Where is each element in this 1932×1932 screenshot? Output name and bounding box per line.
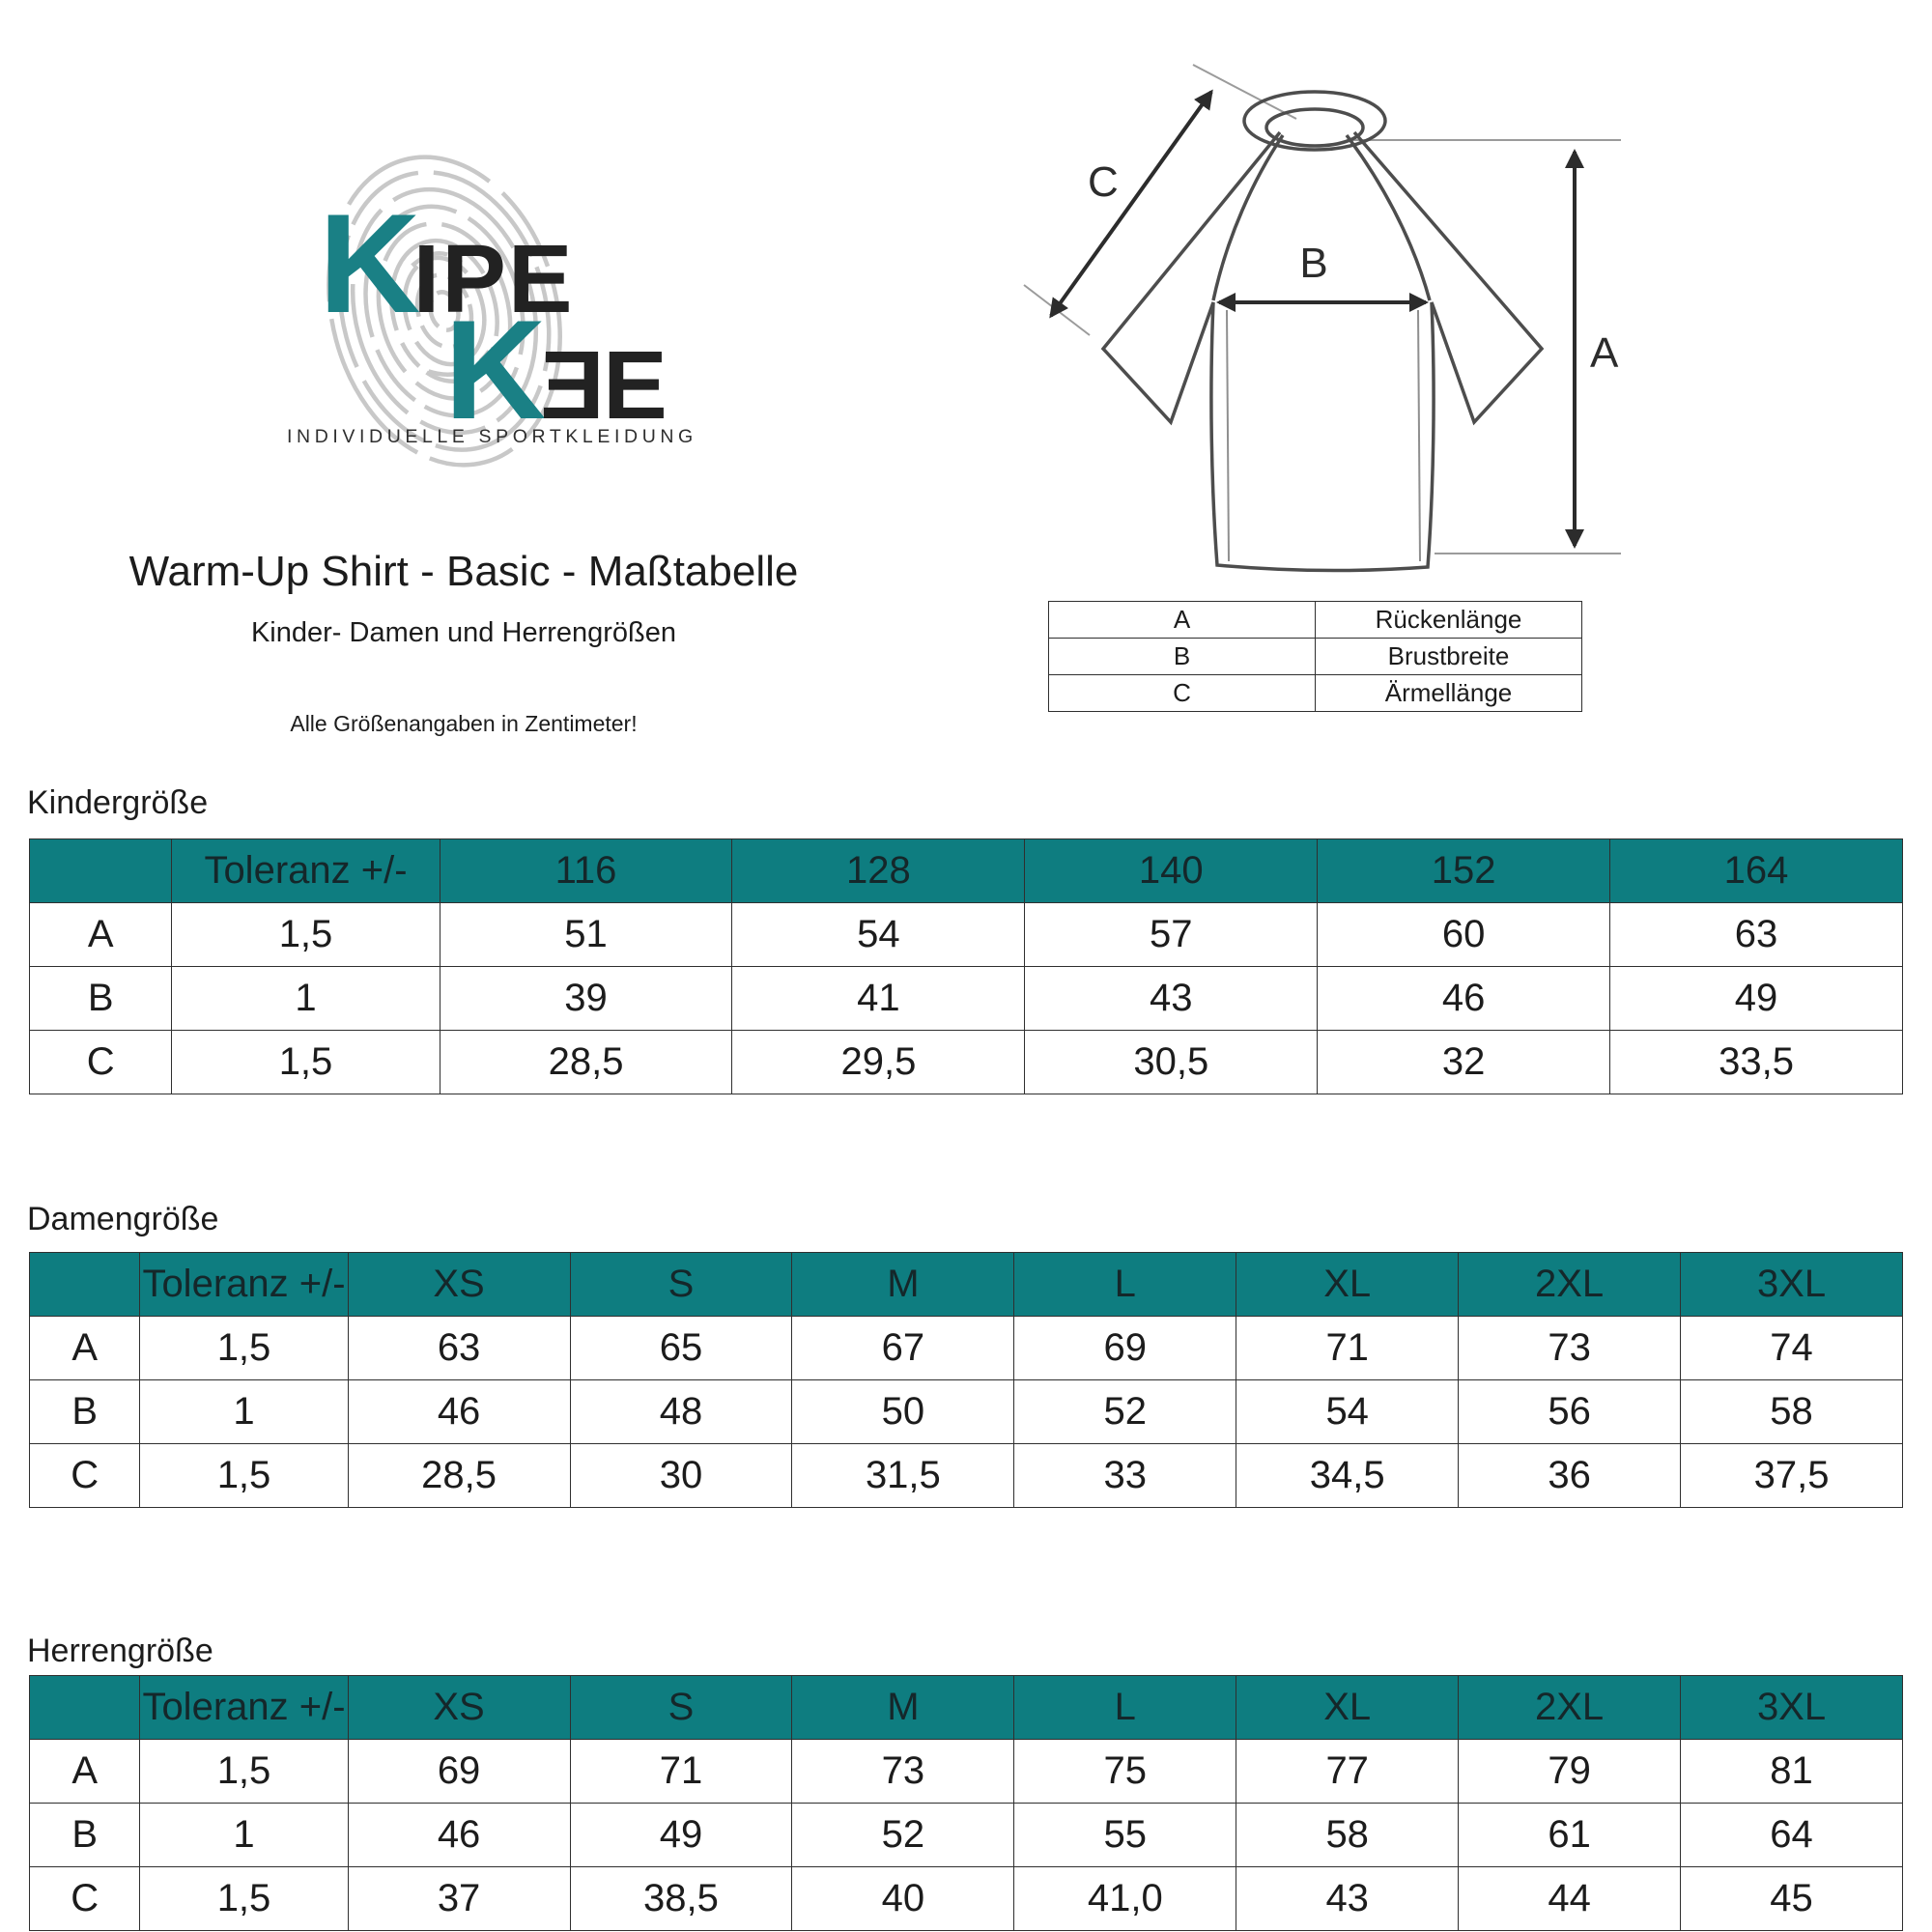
legend-row: [1049, 639, 1582, 675]
data-cell: 49: [570, 1804, 792, 1867]
data-cell: 33,5: [1610, 1031, 1903, 1094]
table-row: [30, 1867, 1903, 1931]
data-cell: 54: [1236, 1380, 1459, 1444]
damen-table-title: Damengröße: [27, 1201, 219, 1237]
data-cell: 44: [1459, 1867, 1681, 1931]
logo-ipe: IPE: [412, 225, 575, 333]
data-cell: 51: [440, 903, 732, 967]
data-cell: 46: [348, 1804, 570, 1867]
kinder-table-title: Kindergröße: [27, 784, 209, 821]
row-label: B: [30, 1380, 140, 1444]
data-cell: 1: [140, 1380, 348, 1444]
data-cell: 60: [1318, 903, 1610, 967]
data-cell: 50: [792, 1380, 1014, 1444]
column-header: S: [570, 1676, 792, 1740]
label-b: B: [1299, 240, 1328, 287]
column-header: [30, 1676, 140, 1740]
column-header: S: [570, 1253, 792, 1317]
data-cell: 31,5: [792, 1444, 1014, 1508]
logo-e-mirrored: E: [540, 331, 606, 440]
data-cell: 71: [570, 1740, 792, 1804]
legend-key: C: [1049, 675, 1316, 712]
column-header: XS: [348, 1253, 570, 1317]
column-header: Toleranz +/-: [172, 839, 440, 903]
damen-size-table: [29, 1252, 1903, 1508]
header-row: [30, 1253, 1903, 1317]
logo-k2: K: [444, 291, 543, 448]
kinder-size-table: [29, 838, 1903, 1094]
shirt-measurement-diagram: [995, 43, 1623, 584]
data-cell: 41: [732, 967, 1025, 1031]
row-label: C: [30, 1867, 140, 1931]
column-header: Toleranz +/-: [140, 1253, 348, 1317]
data-cell: 43: [1025, 967, 1318, 1031]
size-table: [29, 838, 1903, 1094]
table-row: [30, 967, 1903, 1031]
column-header: XL: [1236, 1253, 1459, 1317]
data-cell: 64: [1681, 1804, 1903, 1867]
column-header: 140: [1025, 839, 1318, 903]
data-cell: 48: [570, 1380, 792, 1444]
data-cell: 34,5: [1236, 1444, 1459, 1508]
column-header: 116: [440, 839, 732, 903]
data-cell: 28,5: [348, 1444, 570, 1508]
column-header: 164: [1610, 839, 1903, 903]
data-cell: 32: [1318, 1031, 1610, 1094]
table-row: [30, 903, 1903, 967]
column-header: Toleranz +/-: [140, 1676, 348, 1740]
row-label: A: [30, 1740, 140, 1804]
data-cell: 38,5: [570, 1867, 792, 1931]
data-cell: 1: [140, 1804, 348, 1867]
shirt-outline: [1103, 92, 1542, 571]
header-row: [30, 1676, 1903, 1740]
column-header: 2XL: [1459, 1253, 1681, 1317]
size-table: [29, 1675, 1903, 1931]
data-cell: 1,5: [140, 1444, 348, 1508]
data-cell: 1,5: [172, 903, 440, 967]
logo-tagline: INDIVIDUELLE SPORTKLEIDUNG: [287, 426, 697, 447]
column-header: 128: [732, 839, 1025, 903]
legend-key: B: [1049, 639, 1316, 675]
data-cell: 65: [570, 1317, 792, 1380]
row-label: A: [30, 1317, 140, 1380]
data-cell: 75: [1014, 1740, 1236, 1804]
column-header: M: [792, 1676, 1014, 1740]
row-label: A: [30, 903, 172, 967]
page-title: Warm-Up Shirt - Basic - Maßtabelle: [128, 548, 799, 595]
table-row: [30, 1317, 1903, 1380]
data-cell: 56: [1459, 1380, 1681, 1444]
column-header: L: [1014, 1676, 1236, 1740]
data-cell: 1,5: [172, 1031, 440, 1094]
table-row: [30, 1380, 1903, 1444]
table-row: [30, 1031, 1903, 1094]
data-cell: 67: [792, 1317, 1014, 1380]
data-cell: 37,5: [1681, 1444, 1903, 1508]
logo-e: E: [603, 331, 668, 440]
row-label: C: [30, 1031, 172, 1094]
column-header: [30, 839, 172, 903]
legend-label: Ärmellänge: [1316, 675, 1582, 712]
legend-row: [1049, 602, 1582, 639]
data-cell: 39: [440, 967, 732, 1031]
data-cell: 54: [732, 903, 1025, 967]
table-row: [30, 1444, 1903, 1508]
data-cell: 40: [792, 1867, 1014, 1931]
data-cell: 63: [348, 1317, 570, 1380]
data-cell: 43: [1236, 1867, 1459, 1931]
column-header: M: [792, 1253, 1014, 1317]
data-cell: 69: [348, 1740, 570, 1804]
data-cell: 58: [1681, 1380, 1903, 1444]
herren-size-table: [29, 1675, 1903, 1931]
logo-k1: K: [319, 185, 417, 342]
column-header: 3XL: [1681, 1676, 1903, 1740]
data-cell: 52: [1014, 1380, 1236, 1444]
legend-label: Brustbreite: [1316, 639, 1582, 675]
label-c: C: [1088, 158, 1119, 206]
data-cell: 77: [1236, 1740, 1459, 1804]
header-row: [30, 839, 1903, 903]
column-header: XS: [348, 1676, 570, 1740]
row-label: B: [30, 1804, 140, 1867]
column-header: 152: [1318, 839, 1610, 903]
data-cell: 41,0: [1014, 1867, 1236, 1931]
legend-row: [1049, 675, 1582, 712]
data-cell: 1,5: [140, 1867, 348, 1931]
data-cell: 46: [348, 1380, 570, 1444]
data-cell: 33: [1014, 1444, 1236, 1508]
data-cell: 46: [1318, 967, 1610, 1031]
data-cell: 28,5: [440, 1031, 732, 1094]
page-subtitle: Kinder- Damen und Herrengrößen: [250, 617, 677, 648]
herren-table-title: Herrengröße: [27, 1633, 213, 1669]
data-cell: 49: [1610, 967, 1903, 1031]
data-cell: 73: [1459, 1317, 1681, 1380]
table-row: [30, 1740, 1903, 1804]
data-cell: 73: [792, 1740, 1014, 1804]
data-cell: 30,5: [1025, 1031, 1318, 1094]
extension-lines: [1024, 65, 1621, 554]
data-cell: 36: [1459, 1444, 1681, 1508]
data-cell: 63: [1610, 903, 1903, 967]
data-cell: 58: [1236, 1804, 1459, 1867]
data-cell: 79: [1459, 1740, 1681, 1804]
data-cell: 1,5: [140, 1740, 348, 1804]
column-header: XL: [1236, 1676, 1459, 1740]
column-header: L: [1014, 1253, 1236, 1317]
data-cell: 29,5: [732, 1031, 1025, 1094]
data-cell: 81: [1681, 1740, 1903, 1804]
data-cell: 57: [1025, 903, 1318, 967]
data-cell: 55: [1014, 1804, 1236, 1867]
legend-key: A: [1049, 602, 1316, 639]
units-note: Alle Größenangaben in Zentimeter!: [290, 711, 638, 736]
data-cell: 69: [1014, 1317, 1236, 1380]
heading-block: [68, 548, 860, 737]
legend-label: Rückenlänge: [1316, 602, 1582, 639]
size-table: [29, 1252, 1903, 1508]
data-cell: 1,5: [140, 1317, 348, 1380]
row-label: B: [30, 967, 172, 1031]
data-cell: 1: [172, 967, 440, 1031]
data-cell: 71: [1236, 1317, 1459, 1380]
column-header: [30, 1253, 140, 1317]
row-label: C: [30, 1444, 140, 1508]
label-a: A: [1590, 329, 1619, 377]
data-cell: 52: [792, 1804, 1014, 1867]
data-cell: 74: [1681, 1317, 1903, 1380]
measurement-legend: [1048, 601, 1582, 712]
data-cell: 37: [348, 1867, 570, 1931]
table-row: [30, 1804, 1903, 1867]
data-cell: 61: [1459, 1804, 1681, 1867]
column-header: 3XL: [1681, 1253, 1903, 1317]
data-cell: 30: [570, 1444, 792, 1508]
column-header: 2XL: [1459, 1676, 1681, 1740]
data-cell: 45: [1681, 1867, 1903, 1931]
